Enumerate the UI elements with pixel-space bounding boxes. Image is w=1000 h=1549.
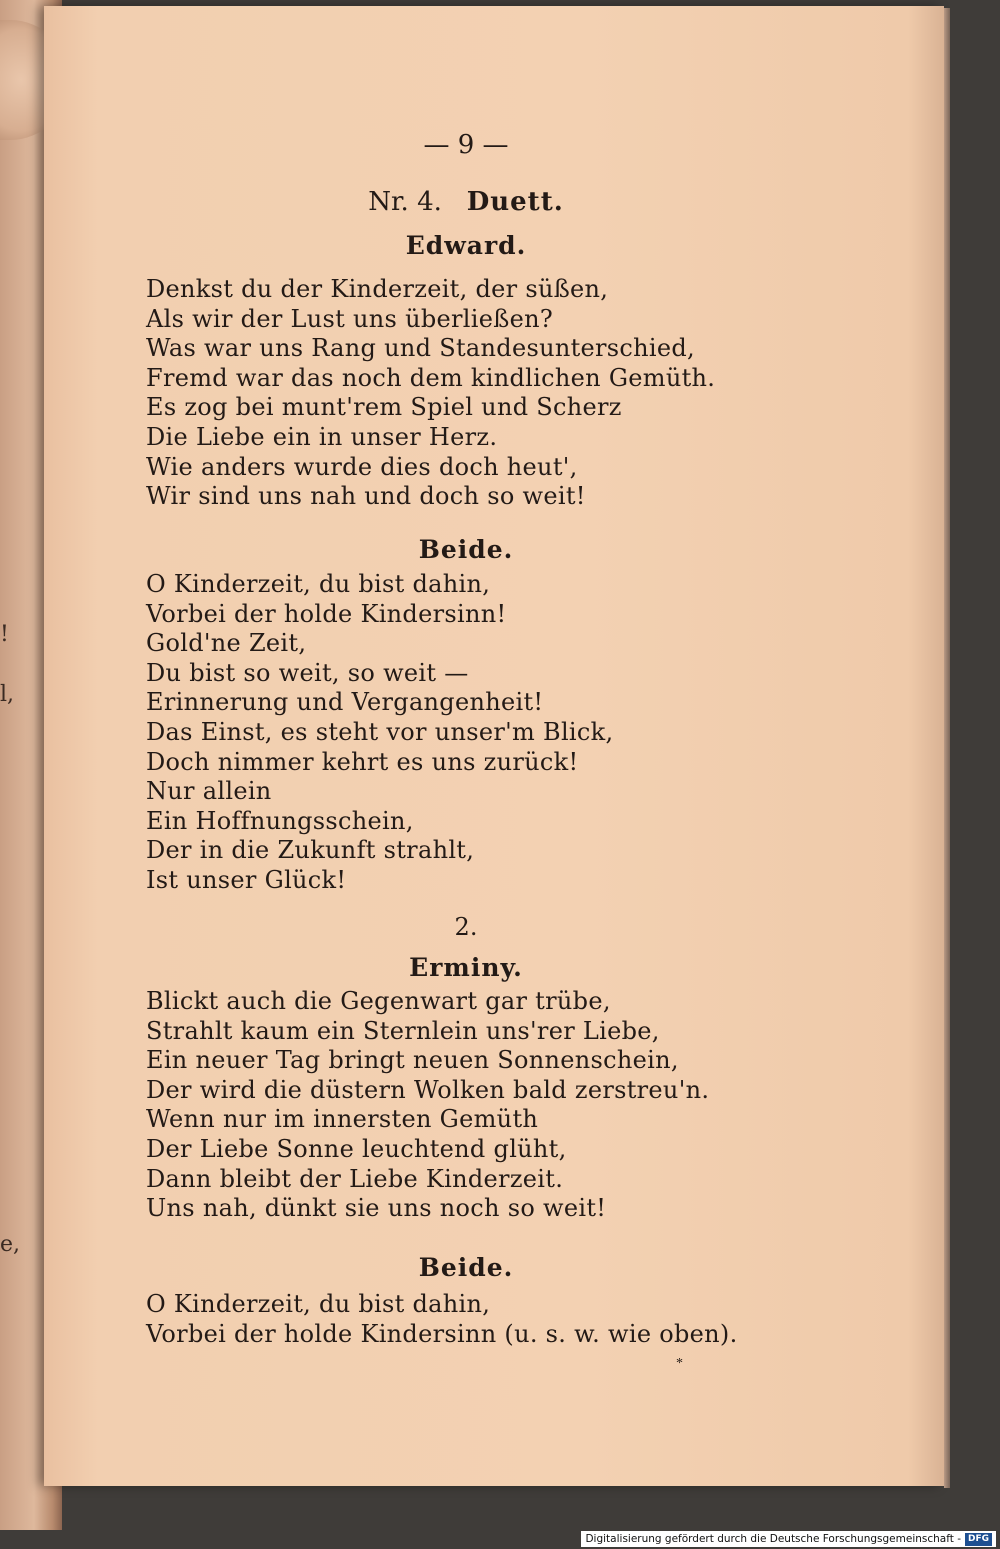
speaker-heading-erminy: Erminy. [409,953,523,982]
verse-line: Was war uns Rang und Standesunterschied, [146,334,695,363]
funding-note: Digitalisierung gefördert durch die Deutsche Forschungsgemeinschaft - [585,1533,961,1545]
speaker-heading-beide: Beide. [418,1253,514,1282]
piece-number: Nr. 4. [368,187,442,217]
verse-beide [146,570,846,896]
previous-page-mark: ! [0,622,9,647]
verse-line: Erinnerung und Vergangenheit! [146,688,544,717]
verse-line: Der in die Zukunft strahlt, [146,836,475,865]
speaker-heading-edward: Edward. [405,231,527,260]
verse-line: Gold'ne Zeit, [146,629,307,658]
verse-line: Doch nimmer kehrt es uns zurück! [146,747,579,776]
verse-line: Uns nah, dünkt sie uns noch so weit! [146,1194,607,1223]
verse-edward [146,275,846,512]
stanza-number: 2. [454,913,478,941]
page-edge-right [944,8,950,1488]
verse-line: Der Liebe Sonne leuchtend glüht, [146,1134,567,1163]
funding-footer [581,1531,996,1547]
verse-line: Blickt auch die Gegenwart gar trübe, [146,987,611,1015]
verse-beide-repeat [146,1290,846,1349]
piece-label: Duett. [466,187,564,217]
verse-line: Strahlt kaum ein Sternlein uns'rer Liebe, [146,1016,660,1045]
verse-line: Fremd war das noch dem kindlichen Gemüth. [146,363,716,392]
piece-title [146,187,786,217]
verse-line: Ist unser Glück! [146,865,347,894]
verse-line: Ein neuer Tag bringt neuen Sonnenschein, [146,1046,679,1075]
previous-page-mark: l, [0,682,15,707]
verse-line: Vorbei der holde Kindersinn (u. s. w. wie oben). [146,1319,738,1348]
verse-erminy [146,987,846,1224]
dfg-logo: DFG [965,1533,992,1546]
verse-line: Wie anders wurde dies doch heut', [146,452,578,481]
verse-line: Wir sind uns nah und doch so weit! [146,482,586,511]
signature-mark: * [676,1356,683,1371]
verse-line: Der wird die düstern Wolken bald zerstreu'n. [146,1075,710,1104]
verse-line: Das Einst, es steht vor unser'm Blick, [146,717,614,746]
page-number: — 9 — [423,130,509,160]
verse-line: O Kinderzeit, du bist dahin, [146,570,491,598]
verse-line: Nur allein [146,777,272,806]
verse-line: Als wir der Lust uns überließen? [146,304,553,333]
verse-line: Wenn nur im innersten Gemüth [146,1105,539,1134]
previous-page-mark: e, [0,1232,21,1257]
verse-line: Vorbei der holde Kindersinn! [146,599,507,628]
verse-line: Es zog bei munt'rem Spiel und Scherz [146,393,622,422]
verse-line: Du bist so weit, so weit — [146,658,469,687]
verse-line: Denkst du der Kinderzeit, der süßen, [146,275,609,303]
verse-line: O Kinderzeit, du bist dahin, [146,1290,491,1318]
verse-line: Ein Hoffnungsschein, [146,806,414,835]
verse-line: Dann bleibt der Liebe Kinderzeit. [146,1164,564,1193]
speaker-heading-beide: Beide. [418,535,514,564]
verse-line: Die Liebe ein in unser Herz. [146,422,498,451]
